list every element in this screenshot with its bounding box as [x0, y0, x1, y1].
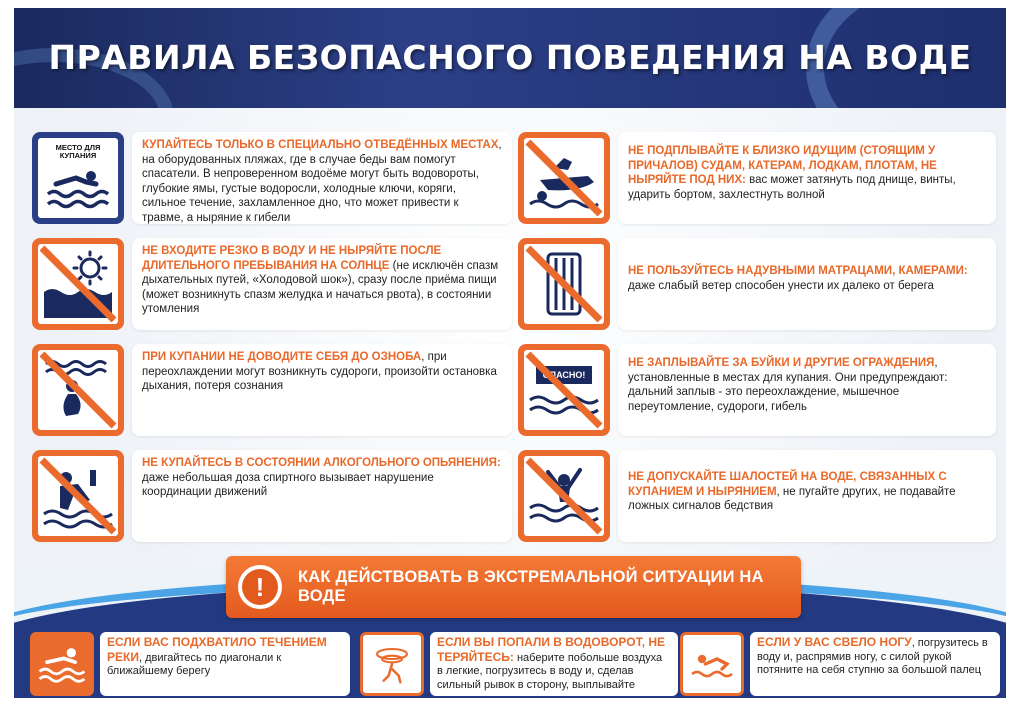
rule-text	[132, 132, 512, 224]
rule-text	[618, 132, 996, 224]
rule-body: , не пугайте других, не подавайте ложных сигналов бедствия	[628, 485, 956, 512]
no-drunk-swim-icon	[32, 450, 124, 542]
extreme-situation-banner	[226, 556, 801, 618]
rule-text	[618, 344, 996, 436]
tip-title: ЕСЛИ ВАС ПОДХВАТИЛО ТЕЧЕНИЕМ РЕКИ	[107, 635, 327, 664]
rule-card-mattress	[518, 238, 996, 330]
rule-body: вас может затянуть под днище, винты, ударить бортом, захлестнуть волной	[628, 174, 956, 201]
rule-title: НЕ ВХОДИТЕ РЕЗКО В ВОДУ И НЕ НЫРЯЙТЕ ПОСЛЕ ДЛИТЕЛЬНОГО ПРЕБЫВАНИЯ НА СОЛНЦЕ	[142, 245, 442, 272]
leg-cramp-icon	[680, 632, 744, 696]
no-swim-past-buoys-icon	[518, 344, 610, 436]
danger-sign-label: ОПАСНО!	[536, 366, 592, 384]
tip-body: наберите побольше воздуха в легкие, погрузитесь в воду и, сделав сильный рывок в сторону, выплывайте	[437, 651, 663, 691]
river-current-swimmer-icon	[30, 632, 94, 696]
rule-body: , при переохлаждении могут возникнуть судороги, произойти остановка дыхания, потеря сознания	[142, 351, 497, 392]
rule-title: КУПАЙТЕСЬ ТОЛЬКО В СПЕЦИАЛЬНО ОТВЕДЁННЫХ МЕСТАХ	[142, 139, 499, 151]
tip-text	[430, 632, 678, 696]
no-swim-near-boats-icon	[518, 132, 610, 224]
no-dive-after-sun-icon	[32, 238, 124, 330]
rule-title: НЕ КУПАЙТЕСЬ В СОСТОЯНИИ АЛКОГОЛЬНОГО ОПЬЯНЕНИЯ:	[142, 457, 501, 469]
rule-body: , на оборудованных пляжах, где в случае беды вам помогут спасатели. В непроверенном водоёме могут быть водовороты, глубокие ямы, густые водоросли, холодные ключи, коряги, сильное течение, захламленное дно, что может привести к травме, а ныряние к гибели	[142, 139, 502, 224]
tip-body: , погрузитесь в воду и, распрямив ногу, с силой рукой потяните на себя ступню за большой палец	[757, 637, 988, 676]
rule-card-buoys	[518, 344, 996, 436]
no-chill-swimmer-icon	[32, 344, 124, 436]
rule-text	[132, 450, 512, 542]
rule-title: ПРИ КУПАНИИ НЕ ДОВОДИТЕ СЕБЯ ДО ОЗНОБА	[142, 351, 422, 363]
rule-title: НЕ ПОДПЛЫВАЙТЕ К БЛИЗКО ИДУЩИМ (СТОЯЩИМ У ПРИЧАЛОВ) СУДАМ, КАТЕРАМ, ЛОДКАМ, ПЛОТАМ, НЕ НЫРЯЙТЕ ПОД НИХ:	[628, 145, 937, 186]
tip-title: ЕСЛИ ВЫ ПОПАЛИ В ВОДОВОРОТ, НЕ ТЕРЯЙТЕСЬ:	[437, 635, 666, 664]
no-inflatable-mattress-icon	[518, 238, 610, 330]
rule-body: даже слабый ветер способен унести их далеко от берега	[628, 279, 934, 292]
rule-title: НЕ ДОПУСКАЙТЕ ШАЛОСТЕЙ НА ВОДЕ, СВЯЗАННЫХ С КУПАНИЕМ И НЫРЯНИЕМ	[628, 471, 947, 498]
tip-title: ЕСЛИ У ВАС СВЕЛО НОГУ	[757, 635, 912, 649]
sign-label: МЕСТО ДЛЯ КУПАНИЯ	[55, 143, 101, 160]
warning-icon: !	[238, 565, 282, 609]
rule-body: , установленные в местах для купания. Они предупреждают: дальний заплыв - это переохлаждение, мышечное переутомление, судороги, гибель	[628, 357, 948, 413]
swimming-place-sign-icon	[32, 132, 124, 224]
tip-body: , двигайтесь по диагонали к ближайшему берегу	[107, 651, 282, 677]
rule-title: НЕ ЗАПЛЫВАЙТЕ ЗА БУЙКИ И ДРУГИЕ ОГРАЖДЕНИЯ	[628, 357, 935, 369]
rule-card-pranks	[518, 450, 996, 542]
rule-card-alcohol	[32, 450, 512, 542]
tip-text	[100, 632, 350, 696]
tip-whirlpool	[360, 632, 678, 696]
rule-text	[618, 238, 996, 330]
no-pranks-icon	[518, 450, 610, 542]
rule-card-chill	[32, 344, 512, 436]
rule-title: НЕ ПОЛЬЗУЙТЕСЬ НАДУВНЫМИ МАТРАЦАМИ, КАМЕРАМИ:	[628, 265, 968, 277]
rule-text	[132, 344, 512, 436]
rule-card-swim-designated	[32, 132, 512, 224]
page-title: ПРАВИЛА БЕЗОПАСНОГО ПОВЕДЕНИЯ НА ВОДЕ	[48, 38, 972, 77]
poster	[14, 8, 1006, 698]
tip-cramp	[680, 632, 1000, 696]
rule-text	[132, 238, 512, 330]
header-banner	[14, 8, 1006, 108]
tip-text	[750, 632, 1000, 696]
rule-body: (не исключён спазм дыхательных путей, «Холодовой шок»), сразу после приёма пищи (может возникнуть спазм желудка и начаться рвота), в состоянии утомления	[142, 259, 499, 315]
banner-label: КАК ДЕЙСТВОВАТЬ В ЭКСТРЕМАЛЬНОЙ СИТУАЦИИ НА ВОДЕ	[298, 568, 764, 605]
tip-current	[30, 632, 350, 696]
rule-card-sun	[32, 238, 512, 330]
whirlpool-icon	[360, 632, 424, 696]
rule-body: даже небольшая доза спиртного вызывает нарушение координации движений	[142, 471, 434, 498]
rule-text	[618, 450, 996, 542]
rule-card-boats	[518, 132, 996, 224]
